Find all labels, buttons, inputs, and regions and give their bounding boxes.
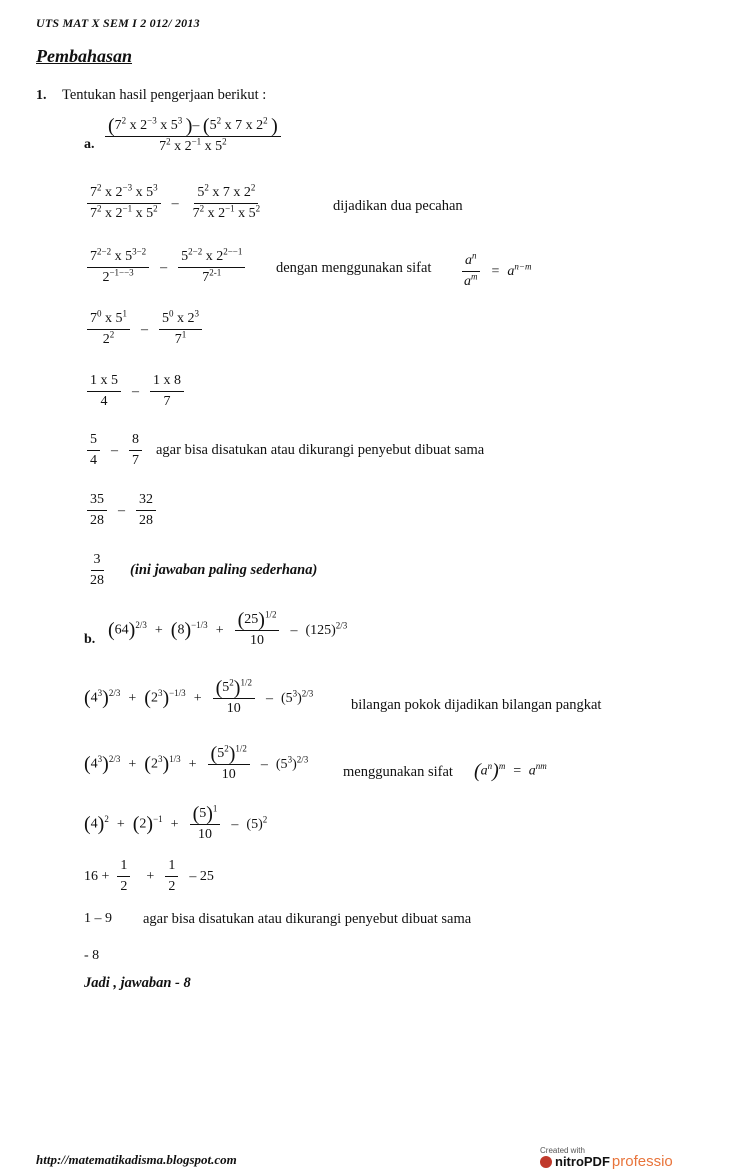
note-property-a: dengan menggunakan sifat <box>276 260 432 276</box>
footer-url[interactable]: http://matematikadisma.blogspot.com <box>36 1152 237 1167</box>
note-split: dijadikan dua pecahan <box>333 198 463 214</box>
part-a-step-4: $\frac{1 x 5}{4}$ – $\frac{1 x 8}{7}$ <box>84 373 187 410</box>
question-number: 1. <box>36 88 47 103</box>
part-b-result: - 8 <box>84 948 100 963</box>
watermark-edition: professio <box>611 1153 673 1170</box>
part-a-label: a. <box>84 137 95 152</box>
step4-left-den: 4 <box>100 394 108 409</box>
step4-left-num: 1 x 5 <box>87 373 121 392</box>
note-same-denominator-b: agar bisa disatukan atau dikurangi penyebut dibuat sama <box>143 911 472 927</box>
step6-right-den: 28 <box>139 513 153 528</box>
part-a-step-3: $\frac{7^0 x 5^1}{2^2}$ – $\frac{5^0 x 2^3}{7^1}$ <box>84 311 205 348</box>
part-a-step-1: $\frac{7^2 x 2^{-3} x 5^3}{7^2 x 2^{-1} x 5^2}$ – $\frac{5^2 x 7 x 2^2}{7^2 x 2^{-1} x 5^2}$ <box>84 185 266 222</box>
watermark-brand: nitroPDF <box>555 1154 610 1169</box>
final-answer: Jadi , jawaban - 8 <box>84 975 191 991</box>
answer-num: 3 <box>91 552 104 571</box>
part-b-step-4: 16 + $\frac{1}{2}$ + $\frac{1}{2}$ – 25 <box>84 858 214 894</box>
step5-right-num: 8 <box>129 432 142 451</box>
step4-right-den: 7 <box>163 394 171 409</box>
part-b-step-2: $(4^3)^{2/3}$ + $(2^3)^{1/3}$ + $\frac{(5^2)^{1/2}}{10}$ – $(5^3)^{2/3}$ <box>84 743 309 783</box>
part-b-step-1: $(4^3)^{2/3}$ + $(2^3)^{-1/3}$ + $\frac{(5^2)^{1/2}}{10}$ – $(5^3)^{2/3}$ <box>84 677 314 717</box>
part-a-step-6: $\frac{35}{28}$ – $\frac{32}{28}$ <box>84 492 159 529</box>
part-a-step-5: $\frac{5}{4}$ – $\frac{8}{7}$ <box>84 432 145 469</box>
watermark-created-with: Created with <box>540 1146 585 1155</box>
part-b-expression: $(64)^{2/3}$ + $(8)^{-1/3}$ + $\frac{(25)^{1/2}}{10}$ – $(125)^{2/3}$ <box>108 609 348 649</box>
step4-suffix: – 25 <box>189 868 214 884</box>
property-division-rule: $\frac{a^n}{a^m}$ = $a^{n-m}$ <box>464 250 532 289</box>
property-power-rule: $(a^n)^m = a^{nm}$ <box>474 760 547 782</box>
step5-left-num: 5 <box>87 432 100 451</box>
step4-prefix: 16 + <box>84 868 110 884</box>
exam-header: UTS MAT X SEM I 2 012/ 2013 <box>36 16 200 30</box>
answer-den: 28 <box>90 573 104 588</box>
step4-right-num: 1 x 8 <box>150 373 184 392</box>
part-a-answer <box>84 552 110 589</box>
part-b-step-5: 1 – 9 <box>84 911 112 926</box>
step6-left-num: 35 <box>87 492 107 511</box>
part-a-expression: $\frac{(7^2 x 2^{-3} x 5^3 )- (5^2 x 7 x 2^2 )}{7^2 x 2^{-1} x 5^2}$ <box>102 118 284 155</box>
page-title: Pembahasan <box>36 46 133 66</box>
question-text: Tentukan hasil pengerjaan berikut : <box>62 87 267 103</box>
nitro-logo-icon <box>540 1156 552 1168</box>
step6-right-num: 32 <box>136 492 156 511</box>
note-same-denominator-a: agar bisa disatukan atau dikurangi penyebut dibuat sama <box>156 442 485 458</box>
step5-right-den: 7 <box>132 453 139 468</box>
part-a-step-2: $\frac{7^{2-2} x 5^{3-2}}{2^{-1--3}}$ – $\frac{5^{2-2} x 2^{2--1}}{7^{2-1}}$ <box>84 249 248 286</box>
note-property-b: menggunakan sifat <box>343 764 453 780</box>
part-b-step-3: $(4)^2$ + $(2)^{-1}$ + $\frac{(5)^1}{10}$ – $(5)^2$ <box>84 803 268 843</box>
step5-left-den: 4 <box>90 453 97 468</box>
step6-left-den: 28 <box>90 513 104 528</box>
part-b-label: b. <box>84 632 96 647</box>
note-simplest: (ini jawaban paling sederhana) <box>130 562 318 578</box>
note-base: bilangan pokok dijadikan bilangan pangkat <box>351 697 602 713</box>
nitro-watermark <box>540 1146 741 1170</box>
